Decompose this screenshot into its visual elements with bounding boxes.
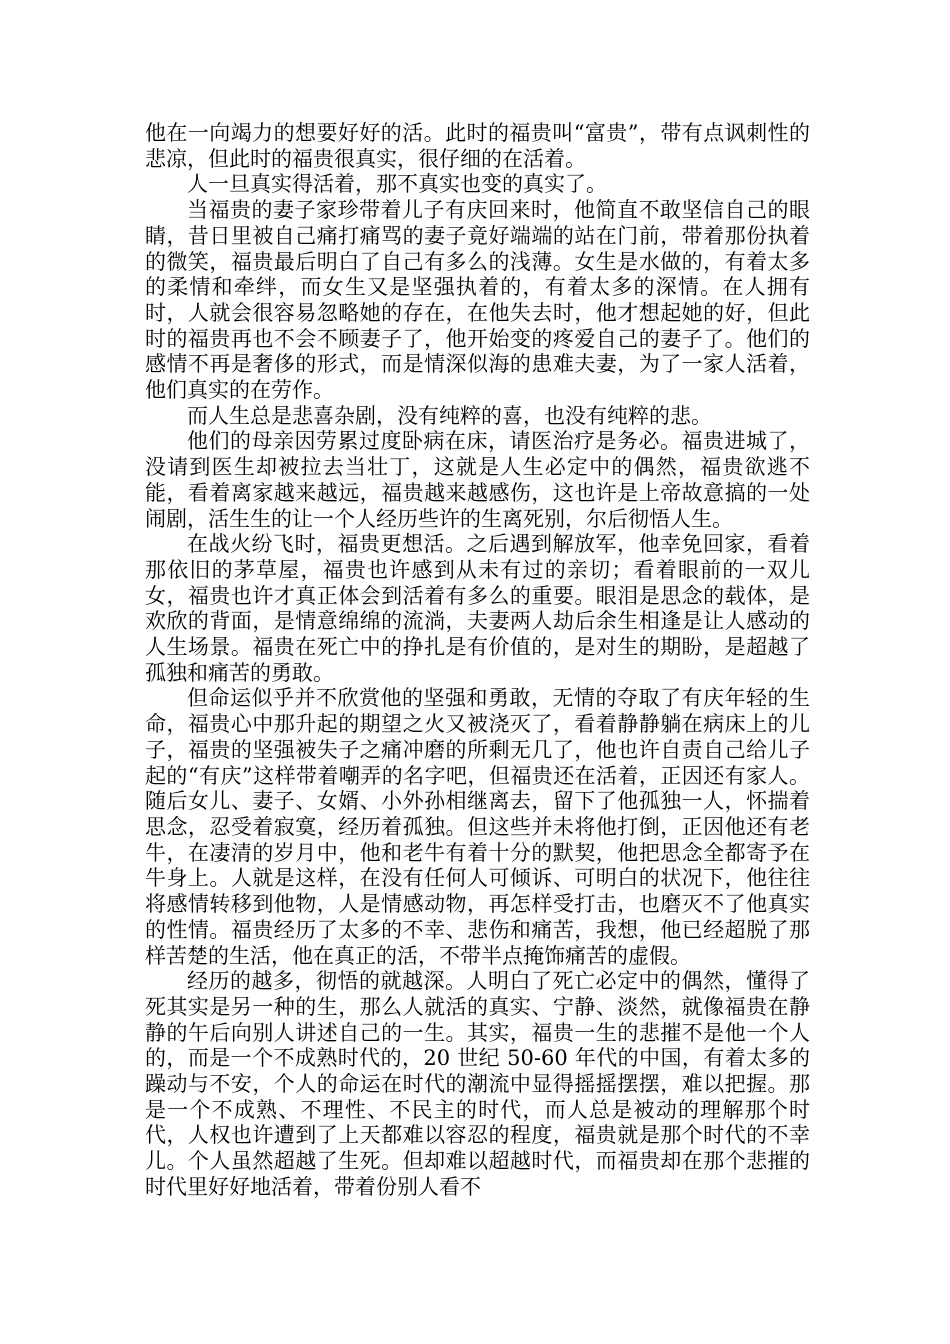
- paragraph-3: 当福贵的妻子家珍带着儿子有庆回来时，他简直不敢坚信自己的眼睛，昔日里被自己痛打痛骂的妻子竟好端端的站在门前，带着那份执着的微笑，福贵最后明白了自己有多么的浅薄。女生是水做的，有着太多的柔情和牵绊，而女生又是坚强执着的，有着太多的深情。在人拥有时，人就会很容易忽略她的存在，在他失去时，他才想起她的好，但此时的福贵再也不会不顾妻子了，他开始变的疼爱自己的妻子了。他们的感情不再是奢侈的形式，而是情深似海的患难夫妻，为了一家人活着，他们真实的在劳作。: [145, 198, 810, 403]
- document-body: [145, 121, 810, 1201]
- paragraph-8: 经历的越多，彻悟的就越深。人明白了死亡必定中的偶然，懂得了死其实是另一种的生，那么人就活的真实、宁静、淡然，就像福贵在静静的午后向别人讲述自己的一生。其实，福贵一生的悲摧不是他一个人的，而是一个不成熟时代的，20 世纪 50-60 年代的中国，有着太多的躁动与不安，个人的命运在时代的潮流中显得摇摇摆摆，难以把握。那是一个不成熟、不理性、不民主的时代，而人总是被动的理解那个时代，人权也许遭到了上天都难以容忍的程度，福贵就是那个时代的不幸儿。个人虽然超越了生死。但却难以超越时代，而福贵却在那个悲摧的时代里好好地活着，带着份别人看不: [145, 969, 810, 1199]
- paragraph-5: 他们的母亲因劳累过度卧病在床，请医治疗是务必。福贵进城了，没请到医生却被拉去当壮丁，这就是人生必定中的偶然，福贵欲逃不能，看着离家越来越远，福贵越来越感伤，这也许是上帝故意搞的一处闹剧，活生生的让一个人经历些许的生离死别，尔后彻悟人生。: [145, 429, 810, 531]
- paragraph-6: 在战火纷飞时，福贵更想活。之后遇到解放军，他幸免回家，看着那依旧的茅草屋，福贵也许感到从未有过的亲切；看着眼前的一双儿女，福贵也许才真正体会到活着有多么的重要。眼泪是思念的载体，是欢欣的背面，是情意绵绵的流淌，夫妻两人劫后余生相逢是让人感动的人生场景。福贵在死亡中的挣扎是有价值的，是对生的期盼，是超越了孤独和痛苦的勇敢。: [145, 532, 810, 685]
- paragraph-4: 而人生总是悲喜杂剧，没有纯粹的喜，也没有纯粹的悲。: [187, 403, 712, 428]
- paragraph-1: 他在一向竭力的想要好好的活。此时的福贵叫“富贵”，带有点讽刺性的悲凉，但此时的福贵很真实，很仔细的在活着。: [145, 121, 810, 171]
- paragraph-7: 但命运似乎并不欣赏他的坚强和勇敢，无情的夺取了有庆年轻的生命，福贵心中那升起的期望之火又被浇灭了，看着静静躺在病床上的儿子，福贵的坚强被失子之痛冲磨的所剩无几了，他也许自责自己给儿子起的“有庆”这样带着嘲弄的名字吧，但福贵还在活着，正因还有家人。随后女儿、妻子、女婿、小外孙相继离去，留下了他孤独一人，怀揣着思念，忍受着寂寞，经历着孤独。但这些并未将他打倒，正因他还有老牛，在凄清的岁月中，他和老牛有着十分的默契，他把思念全都寄予在牛身上。人就是这样，在没有任何人可倾诉、可明白的状况下，他往往将感情转移到他物，人是情感动物，再怎样受打击，也磨灭不了他真实的性情。福贵经历了太多的不幸、悲伤和痛苦，我想，他已经超脱了那样苦楚的生活，他在真正的活，不带半点掩饰痛苦的虚假。: [145, 686, 810, 968]
- paragraph-2: 人一旦真实得活着，那不真实也变的真实了。: [187, 172, 607, 197]
